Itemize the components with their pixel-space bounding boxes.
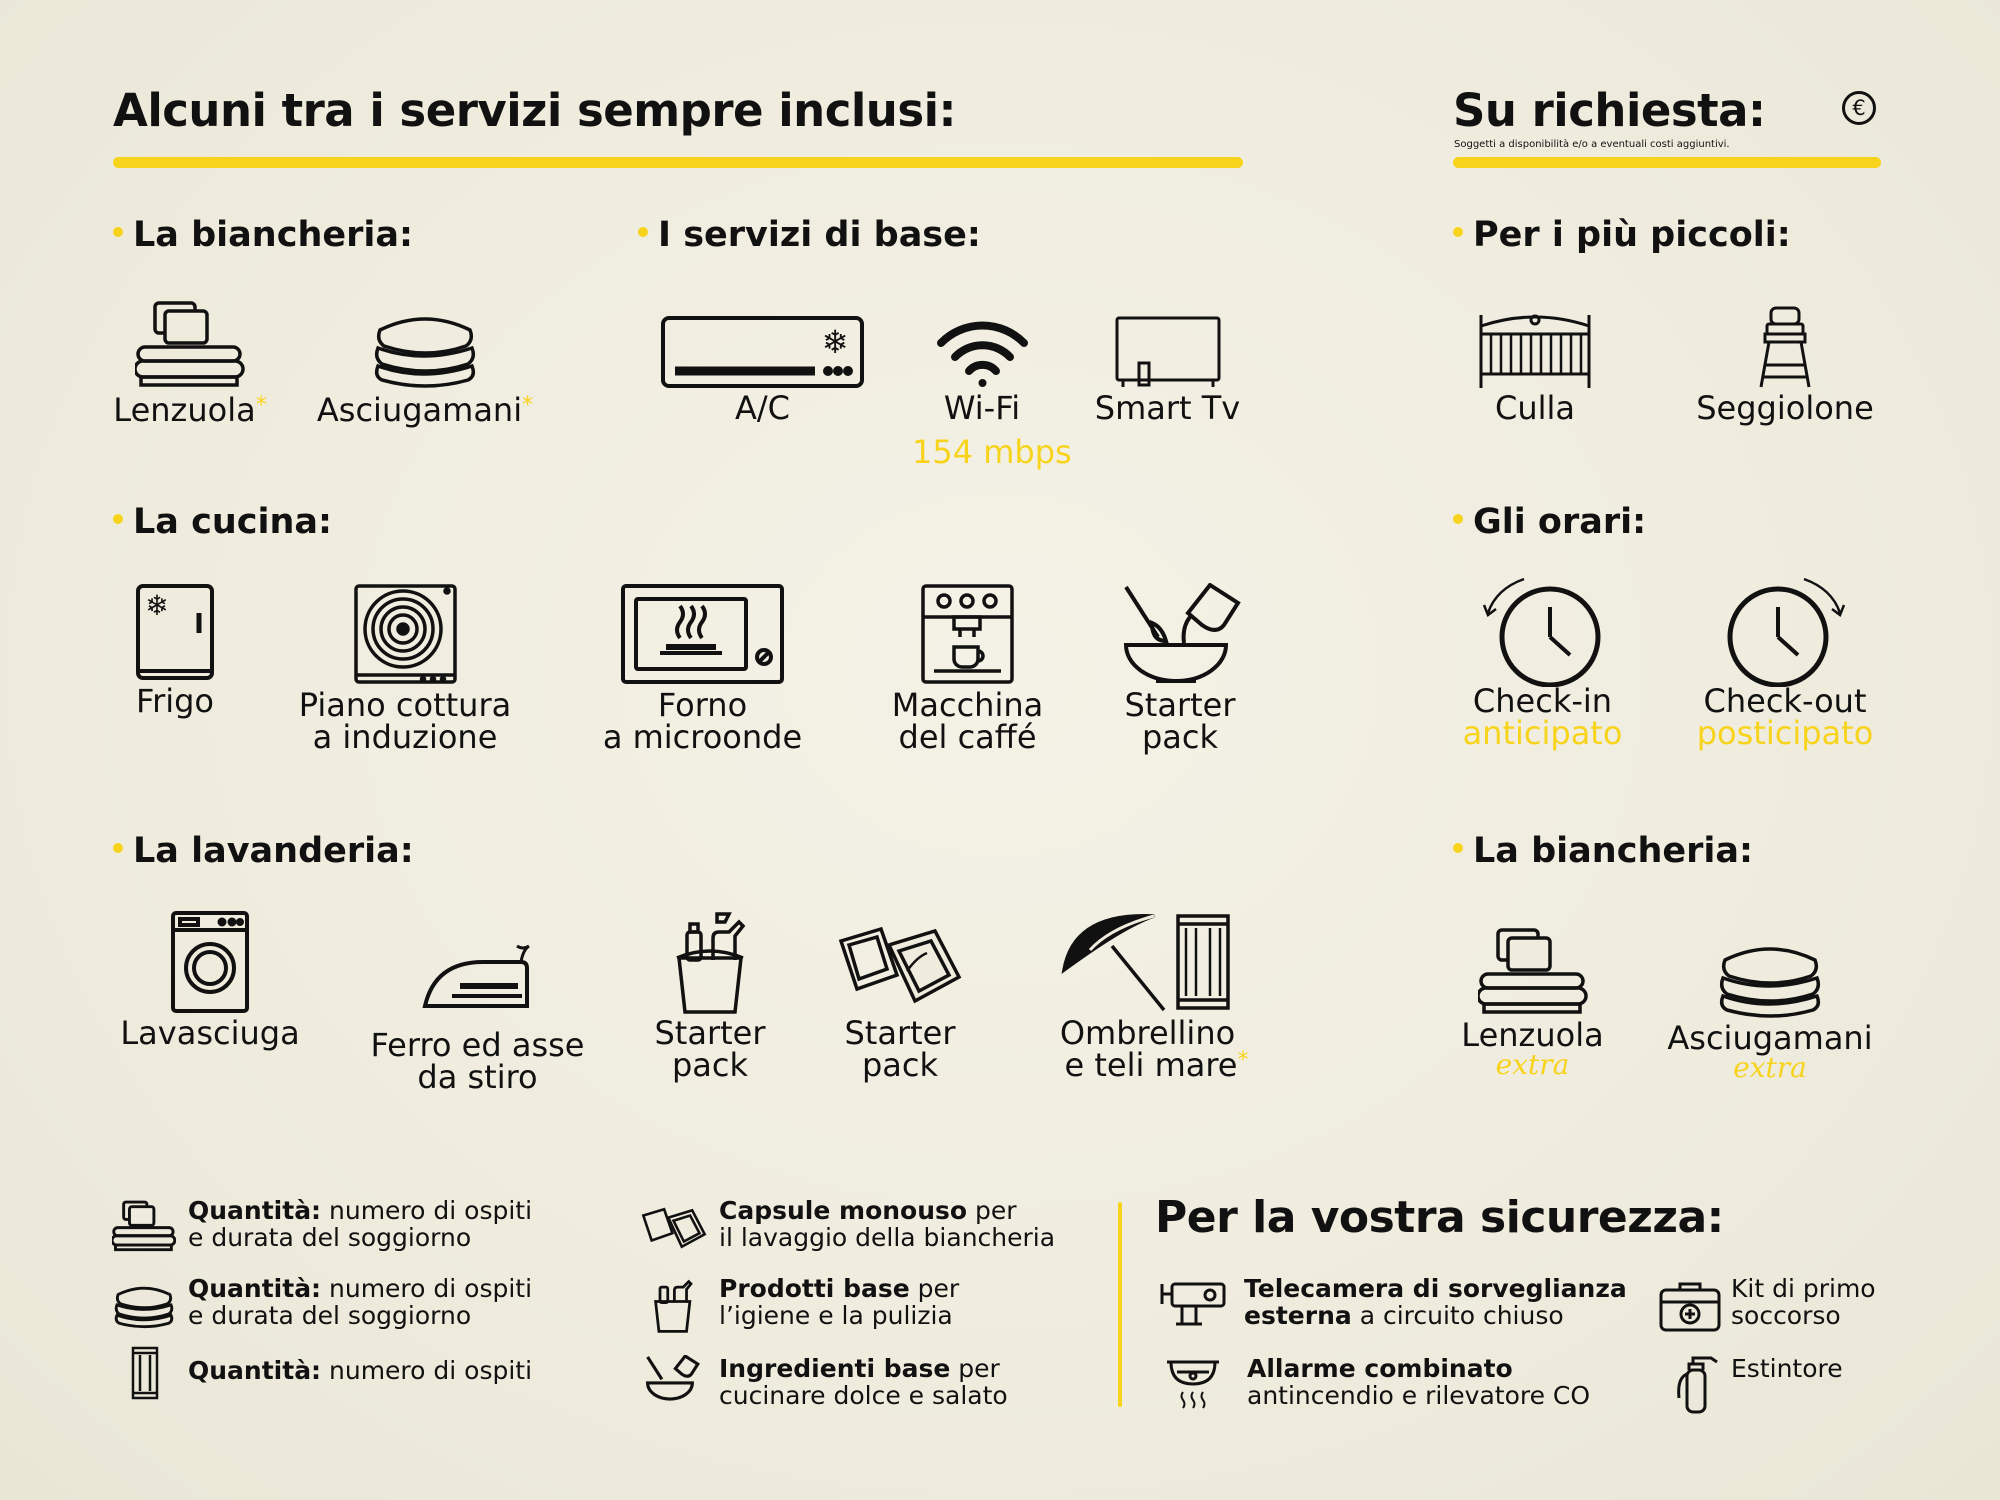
safety-camera: Telecamera di sorveglianza esterna a circuito chiuso [1244, 1274, 1627, 1330]
cleaning-bucket-icon [673, 910, 748, 1015]
lenzuola-label: Lenzuola [113, 391, 256, 429]
capsules-small-icon [640, 1202, 708, 1254]
item-starter-pack-capsule [830, 915, 970, 1084]
wifi-label: Wi-Fi [943, 389, 1021, 427]
item-lenzuola-extra [1450, 922, 1615, 1079]
item-lavasciuga [110, 910, 310, 1052]
beach-umbrella-towel-icon [1060, 910, 1235, 1015]
ac-label: A/C [734, 389, 790, 427]
checkout-label: Check-out [1703, 682, 1867, 720]
asciugamani-extra-tag: extra [1733, 1051, 1807, 1084]
starter-cucina-label-2: pack [1141, 718, 1219, 756]
clock-check-in-icon [1478, 575, 1608, 687]
crib-icon [1476, 310, 1594, 390]
high-chair-icon [1755, 305, 1815, 390]
forno-label-2: a microonde [602, 718, 803, 756]
piano-label-1: Piano cottura [298, 686, 512, 724]
item-asciugamani-extra [1655, 940, 1885, 1082]
note-capsule: Capsule monouso per il lavaggio della biancheria [719, 1196, 1056, 1252]
beach-towel-small-icon [130, 1345, 160, 1401]
section-orari: Gli orari: [1453, 502, 1646, 542]
checkin-label: Check-in [1472, 682, 1613, 720]
section-divider [1118, 1202, 1122, 1407]
caffe-label-2: del caffé [898, 718, 1037, 756]
item-macchina-caffe [870, 583, 1065, 756]
safety-kit: Kit di primo soccorso [1731, 1274, 1876, 1330]
safety-title: Per la vostra sicurezza: [1155, 1192, 1724, 1243]
fire-extinguisher-icon [1675, 1352, 1719, 1414]
item-asciugamani: Asciugamani* [305, 310, 545, 426]
starter-pulizia-label-1: Starter [654, 1014, 766, 1052]
note-ingredienti: Ingredienti base per cucinare dolce e salato [719, 1354, 1008, 1410]
security-camera-icon [1158, 1280, 1228, 1330]
clock-check-out-icon [1720, 575, 1850, 687]
item-ombrellino: Ombrellino e teli mare* [1040, 910, 1255, 1081]
iron-icon [420, 940, 535, 1015]
item-smart-tv [1090, 315, 1245, 427]
wifi-icon [935, 315, 1030, 390]
frigo-label: Frigo [135, 682, 214, 720]
first-aid-kit-icon [1658, 1278, 1722, 1334]
microwave-icon [620, 583, 785, 685]
bed-linen-icon [1478, 922, 1588, 1017]
towels-small-icon [112, 1283, 176, 1329]
lenzuola-extra-tag: extra [1495, 1048, 1570, 1081]
svg-text:❄: ❄ [821, 323, 849, 361]
request-note: Soggetti a disponibilità e/o a eventuali costi aggiuntivi. [1454, 139, 1730, 150]
tv-icon [1113, 315, 1223, 390]
bowl-small-icon [644, 1355, 700, 1401]
wifi-speed: 154 mbps [912, 433, 1072, 471]
air-conditioner-icon [660, 315, 865, 390]
item-frigo [115, 583, 235, 720]
section-servizi-base: I servizi di base: [638, 215, 981, 255]
section-biancheria: La biancheria: [113, 215, 413, 255]
mixing-bowl-icon [1118, 583, 1243, 685]
item-check-out [1690, 575, 1880, 752]
item-ac [655, 315, 870, 427]
towels-icon [1715, 940, 1825, 1020]
safety-alarm: Allarme combinato antincendio e rilevatore CO [1247, 1354, 1591, 1410]
item-seggiolone [1690, 305, 1880, 427]
item-wifi [912, 315, 1072, 471]
culla-label: Culla [1494, 389, 1575, 427]
coffee-machine-icon [920, 583, 1015, 685]
title-underline [113, 157, 1243, 168]
ferro-label-1: Ferro ed asse [370, 1026, 585, 1064]
section-cucina: La cucina: [113, 502, 332, 542]
cleaning-small-icon [652, 1275, 694, 1333]
note-asciugamani: Quantità: numero di ospiti e durata del soggiorno [188, 1274, 533, 1330]
section-piccoli: Per i più piccoli: [1453, 215, 1791, 255]
bed-linen-small-icon [112, 1197, 176, 1253]
smoke-detector-icon [1163, 1352, 1223, 1412]
ferro-label-2: da stiro [417, 1058, 538, 1096]
note-teli: Quantità: numero di ospiti [188, 1356, 533, 1385]
section-biancheria-extra: La biancheria: [1453, 831, 1753, 871]
item-starter-pack-pulizia [640, 910, 780, 1084]
item-ferro [360, 940, 595, 1096]
svg-text:❄: ❄ [145, 589, 169, 622]
laundry-capsules-icon [835, 915, 965, 1015]
washing-machine-icon [170, 910, 250, 1015]
starter-pulizia-label-2: pack [671, 1046, 749, 1084]
piano-label-2: a induzione [312, 718, 498, 756]
towels-icon [370, 310, 480, 390]
ombrellino-label-1: Ombrellino [1059, 1014, 1236, 1052]
starter-cucina-label-1: Starter [1124, 686, 1236, 724]
fridge-icon [135, 583, 215, 683]
bed-linen-icon [135, 295, 245, 390]
seggiolone-label: Seggiolone [1696, 389, 1874, 427]
caffe-label-1: Macchina [891, 686, 1044, 724]
item-lenzuola: Lenzuola* [105, 295, 275, 426]
starter-capsule-label-2: pack [861, 1046, 939, 1084]
asciugamani-extra-label: Asciugamani [1667, 1019, 1873, 1057]
request-underline [1453, 157, 1881, 168]
forno-label-1: Forno [657, 686, 748, 724]
main-title: Alcuni tra i servizi sempre inclusi: [113, 84, 957, 137]
section-lavanderia: La lavanderia: [113, 831, 414, 871]
euro-icon: € [1842, 91, 1876, 125]
checkin-sub: anticipato [1462, 714, 1623, 752]
item-forno-microonde [590, 583, 815, 756]
induction-hob-icon [353, 583, 458, 685]
asciugamani-label: Asciugamani [316, 391, 523, 429]
item-starter-pack-cucina [1100, 583, 1260, 756]
note-prodotti: Prodotti base per l’igiene e la pulizia [719, 1274, 960, 1330]
safety-extinguisher: Estintore [1731, 1354, 1843, 1383]
smart-tv-label: Smart Tv [1094, 389, 1241, 427]
item-culla [1470, 310, 1600, 427]
request-title: Su richiesta: [1453, 84, 1766, 137]
item-piano-cottura [290, 583, 520, 756]
lenzuola-extra-label: Lenzuola [1461, 1016, 1604, 1054]
item-check-in [1450, 575, 1635, 752]
ombrellino-label-2: e teli mare [1064, 1046, 1238, 1084]
checkout-sub: posticipato [1696, 714, 1874, 752]
note-lenzuola: Quantità: numero di ospiti e durata del soggiorno [188, 1196, 533, 1252]
lavasciuga-label: Lavasciuga [120, 1014, 300, 1052]
starter-capsule-label-1: Starter [844, 1014, 956, 1052]
